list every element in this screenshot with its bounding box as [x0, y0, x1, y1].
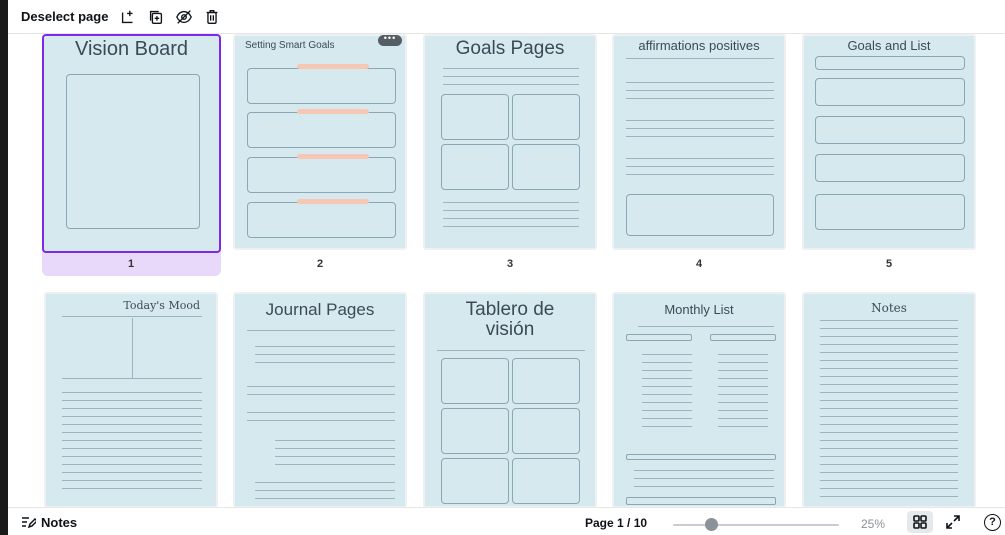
page-grid	[8, 34, 1005, 507]
bottom-bar	[8, 507, 1005, 535]
page-title: affirmations positives	[638, 38, 760, 53]
page-number-5: 5	[885, 258, 893, 270]
page-thumbnail-4[interactable]	[612, 34, 786, 250]
notes-label: Notes	[41, 515, 78, 530]
page-number-4: 4	[695, 258, 703, 270]
page-thumbnail-2[interactable]	[233, 34, 407, 250]
page-indicator: Page 1 / 10	[585, 516, 648, 530]
zoom-slider-track[interactable]	[673, 524, 839, 526]
duplicate-page-icon[interactable]	[146, 7, 166, 27]
page-title: Goals and List	[847, 38, 931, 53]
delete-page-icon[interactable]	[202, 7, 222, 27]
page-thumbnail-1[interactable]	[42, 34, 221, 253]
help-button[interactable]: ?	[984, 514, 1001, 531]
page-title: Journal Pages	[265, 300, 375, 319]
page-title: Today's Mood	[123, 299, 200, 312]
page-thumbnail-5[interactable]	[802, 34, 976, 250]
page-thumbnail-7[interactable]	[233, 292, 407, 507]
page-title: Notes	[871, 301, 907, 315]
page-title: Monthly List	[664, 302, 734, 317]
page-title: Tablero de visión	[465, 299, 555, 340]
grid-view-icon	[913, 515, 927, 529]
page-number-2: 2	[316, 258, 324, 270]
zoom-percentage[interactable]: 25%	[861, 517, 886, 531]
deselect-page-button[interactable]: Deselect page	[21, 9, 109, 24]
page-number-3: 3	[506, 258, 514, 270]
grid-view-button[interactable]	[907, 511, 933, 533]
page-title: Setting Smart Goals	[245, 40, 335, 51]
page-title: Vision Board	[74, 38, 189, 60]
vision-frame	[66, 74, 200, 229]
page-thumbnail-10[interactable]	[802, 292, 976, 507]
page-thumbnail-9[interactable]	[612, 292, 786, 507]
page-toolbar	[8, 0, 1005, 34]
page-title: Goals Pages	[455, 38, 565, 59]
notes-button[interactable]	[21, 515, 77, 530]
notes-icon	[21, 516, 36, 529]
zoom-slider-handle[interactable]	[705, 518, 718, 531]
page-thumbnail-8[interactable]	[423, 292, 597, 507]
page-thumbnail-3[interactable]	[423, 34, 597, 250]
hide-page-icon[interactable]	[174, 7, 194, 27]
fullscreen-icon[interactable]	[945, 514, 961, 530]
page-thumbnail-6[interactable]	[44, 292, 218, 507]
more-options-button[interactable]: •••	[378, 35, 402, 46]
left-edge	[0, 0, 8, 535]
page-number-1: 1	[127, 258, 135, 270]
add-page-icon[interactable]	[118, 7, 138, 27]
